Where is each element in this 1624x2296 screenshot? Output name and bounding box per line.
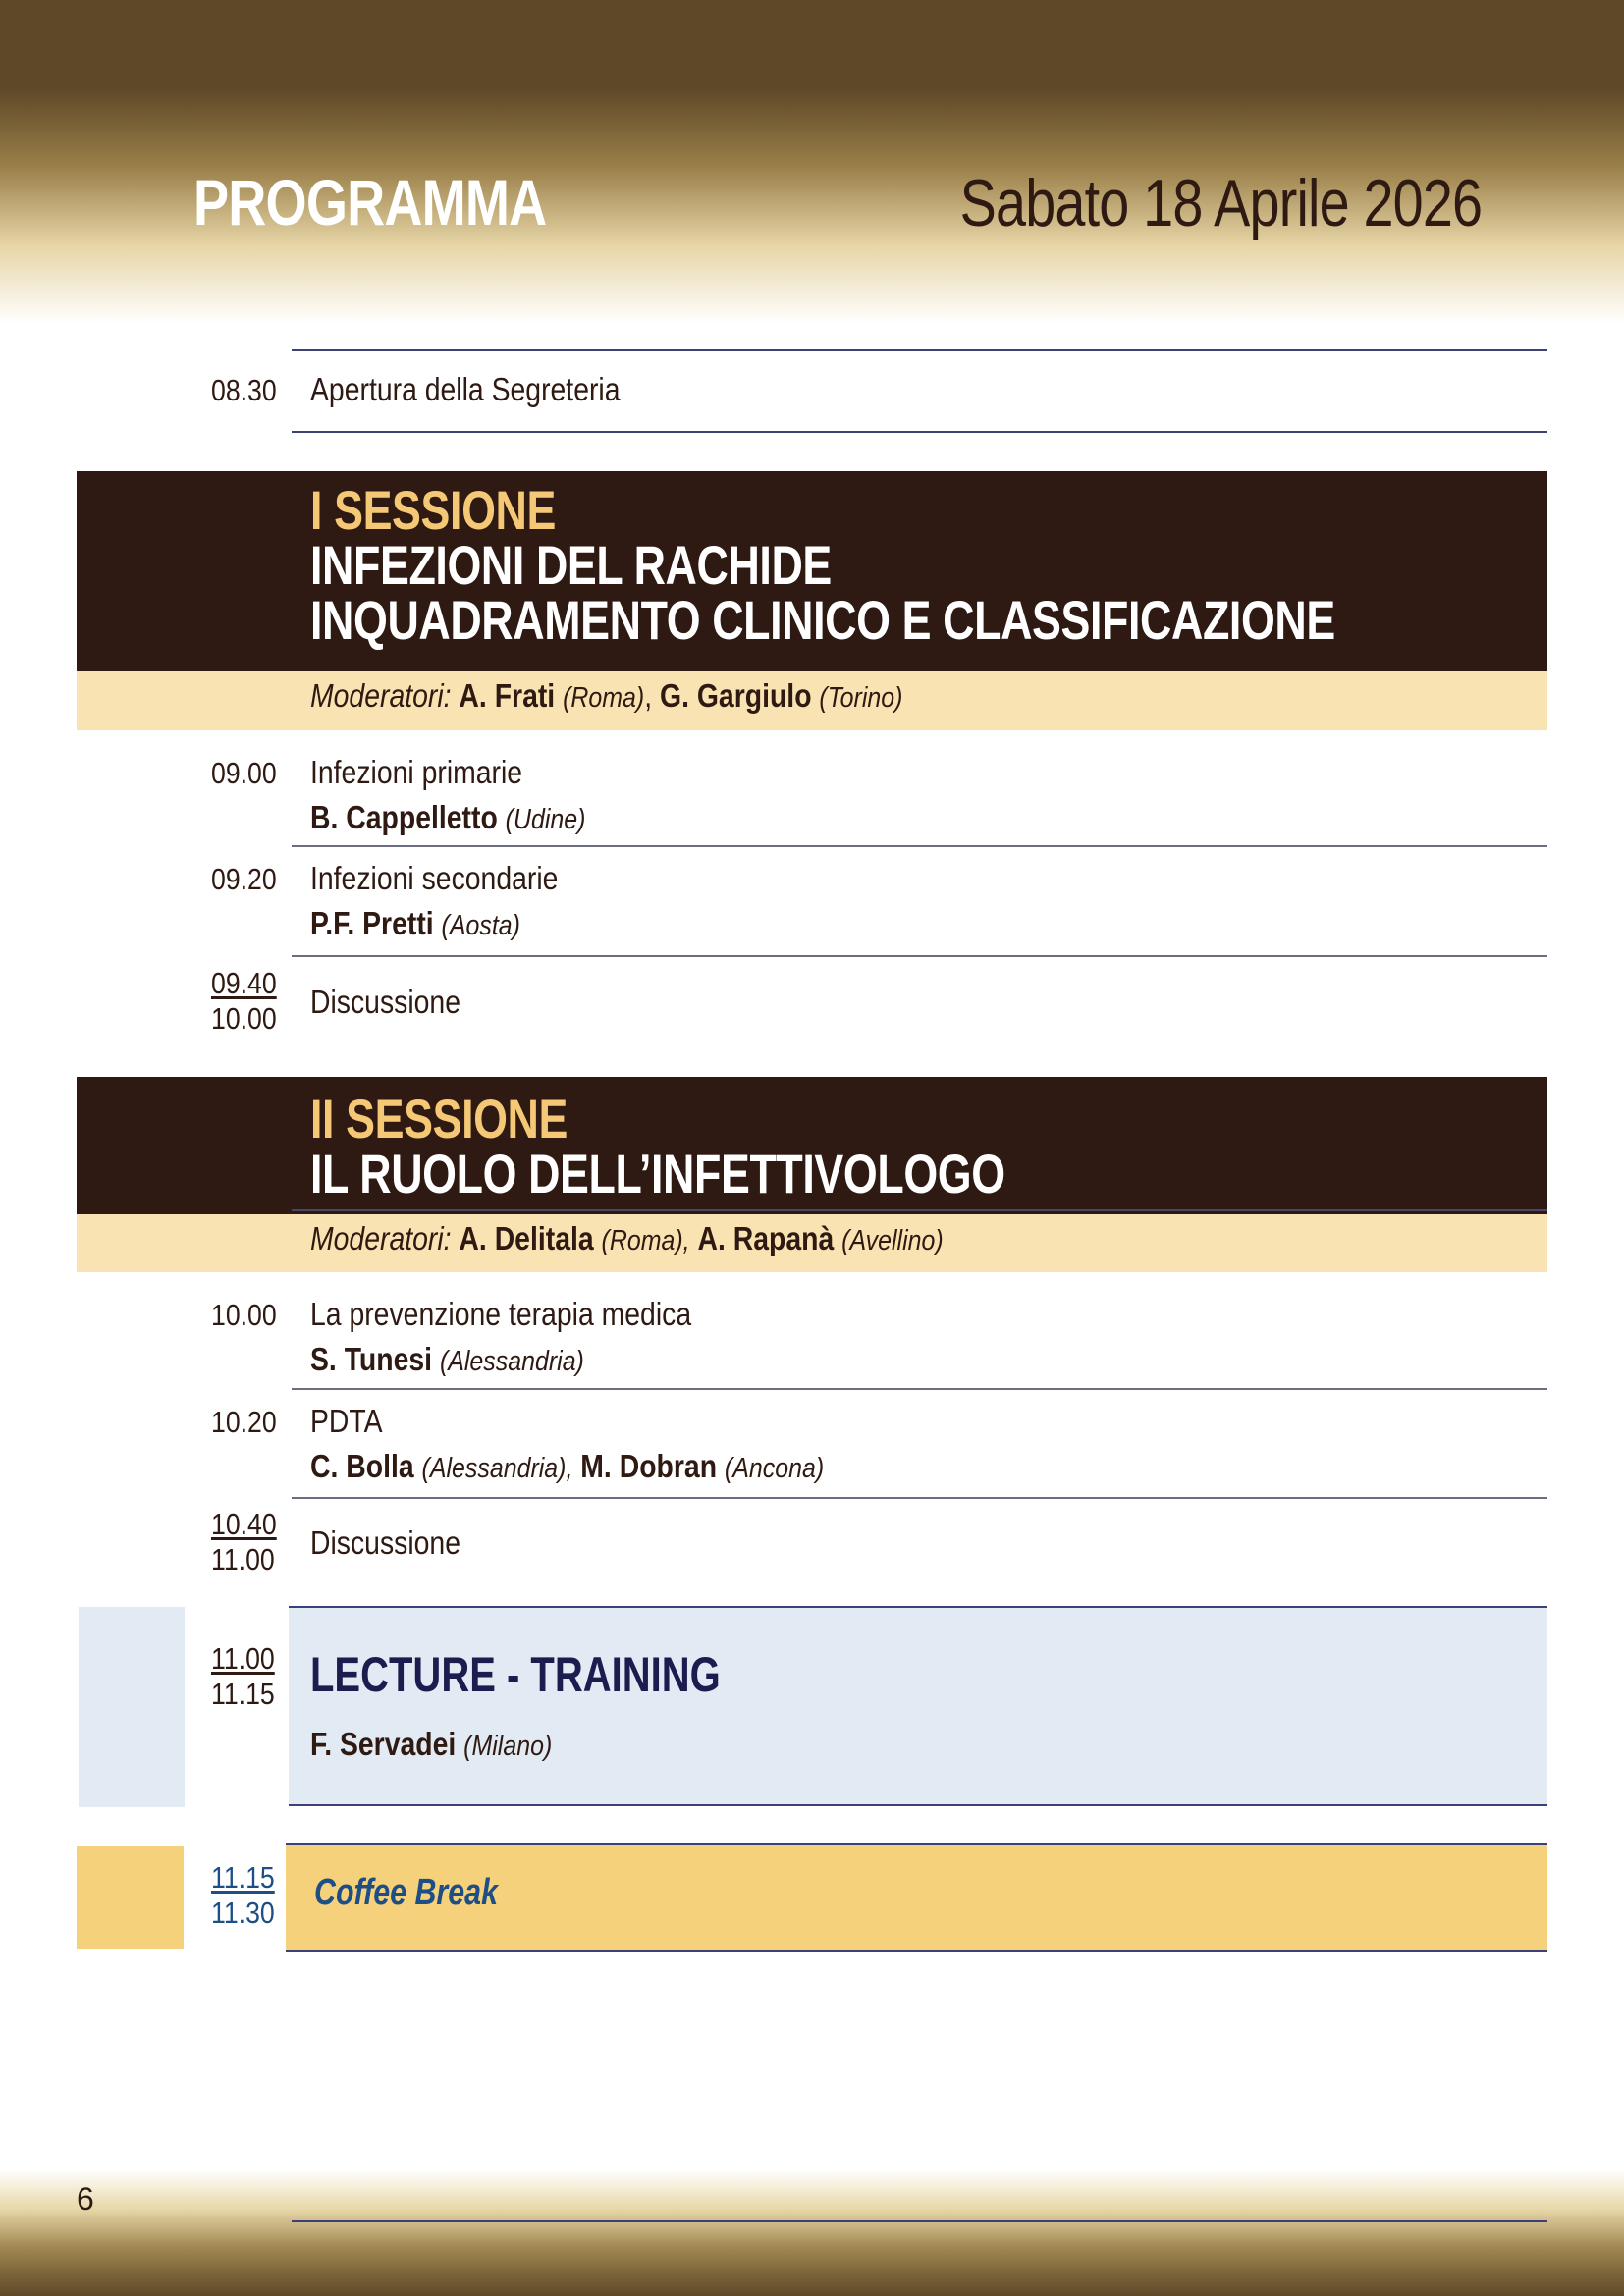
talk-speaker bbox=[310, 905, 520, 942]
talk-title: PDTA bbox=[310, 1403, 383, 1439]
divider bbox=[292, 349, 1547, 351]
moderator-city: (Roma) bbox=[563, 682, 645, 714]
moderator-name: A. Rapanà bbox=[697, 1220, 835, 1256]
speaker-city: (Ancona) bbox=[724, 1453, 825, 1484]
time-end: 10.00 bbox=[211, 1001, 277, 1036]
divider bbox=[286, 1843, 1547, 1845]
speaker-name: B. Cappelletto bbox=[310, 799, 498, 835]
divider bbox=[289, 1804, 1547, 1806]
time-start: 10.40 bbox=[211, 1507, 277, 1541]
time-start: 11.00 bbox=[211, 1641, 275, 1676]
talk-title: Infezioni primarie bbox=[310, 754, 523, 790]
speaker-city: (Alessandria), bbox=[421, 1453, 573, 1484]
divider bbox=[286, 1950, 1547, 1952]
speaker-name: M. Dobran bbox=[580, 1448, 718, 1484]
divider bbox=[292, 845, 1547, 847]
page-title: PROGRAMMA bbox=[193, 166, 547, 239]
lecture-time bbox=[211, 1641, 275, 1712]
moderators-label: Moderatori: bbox=[310, 677, 452, 714]
session1-title-line1: INFEZIONI DEL RACHIDE bbox=[310, 534, 832, 596]
header-band bbox=[0, 0, 1624, 324]
talk-title: Infezioni secondarie bbox=[310, 860, 559, 896]
moderator-name: A. Frati bbox=[459, 677, 556, 714]
coffee-side-block bbox=[77, 1846, 184, 1949]
divider bbox=[292, 1388, 1547, 1390]
divider bbox=[292, 955, 1547, 957]
moderator-city: (Torino) bbox=[819, 682, 903, 714]
time-end: 11.30 bbox=[211, 1896, 275, 1930]
speaker-city: (Alessandria) bbox=[439, 1346, 584, 1377]
lecture-speaker bbox=[310, 1726, 552, 1763]
discussion-text: Discussione bbox=[310, 984, 461, 1020]
event-date: Sabato 18 Aprile 2026 bbox=[959, 166, 1482, 240]
session1-label: I SESSIONE bbox=[310, 479, 556, 541]
discussion-time bbox=[211, 1507, 277, 1577]
moderator-name: A. Delitala bbox=[459, 1220, 594, 1256]
time-start: 09.40 bbox=[211, 966, 277, 1000]
session2-title bbox=[310, 1088, 1005, 1204]
moderator-city: (Avellino) bbox=[841, 1225, 944, 1256]
talk-time: 09.00 bbox=[211, 756, 277, 790]
discussion-text: Discussione bbox=[310, 1524, 461, 1561]
opening-text: Apertura della Segreteria bbox=[310, 371, 621, 407]
time-start: 11.15 bbox=[211, 1860, 275, 1895]
speaker-name: P.F. Pretti bbox=[310, 905, 434, 941]
session1-title-line2: INQUADRAMENTO CLINICO E CLASSIFICAZIONE bbox=[310, 589, 1335, 651]
session1-title bbox=[310, 479, 1335, 651]
session1-moderators: Moderatori: A. Frati (Roma), G. Gargiulo (Torino) bbox=[310, 677, 903, 714]
talk-time: 10.20 bbox=[211, 1405, 277, 1439]
speaker-name: S. Tunesi bbox=[310, 1341, 433, 1377]
lecture-box bbox=[289, 1607, 1547, 1805]
lecture-side-block bbox=[79, 1607, 185, 1807]
coffee-time bbox=[211, 1860, 275, 1931]
moderator-city: (Roma), bbox=[601, 1225, 690, 1256]
divider bbox=[289, 1606, 1547, 1608]
session2-label: II SESSIONE bbox=[310, 1088, 568, 1149]
talk-title: La prevenzione terapia medica bbox=[310, 1296, 692, 1332]
time-end: 11.15 bbox=[211, 1677, 275, 1711]
lecture-title: LECTURE - TRAINING bbox=[310, 1647, 721, 1702]
divider bbox=[292, 1497, 1547, 1499]
divider bbox=[292, 431, 1547, 433]
speaker-city: (Udine) bbox=[505, 804, 586, 835]
speaker-city: (Aosta) bbox=[441, 910, 520, 941]
talk-speaker bbox=[310, 1341, 584, 1378]
discussion-time bbox=[211, 966, 277, 1037]
footer-band bbox=[0, 2169, 1624, 2296]
talk-speaker bbox=[310, 799, 585, 836]
coffee-break-label: Coffee Break bbox=[314, 1872, 498, 1913]
divider bbox=[292, 1209, 1547, 1211]
footer-divider bbox=[292, 2220, 1547, 2222]
page-number: 6 bbox=[77, 2181, 94, 2216]
session2-title-line1: IL RUOLO DELL’INFETTIVOLOGO bbox=[310, 1143, 1005, 1204]
time-end: 11.00 bbox=[211, 1542, 275, 1576]
talk-time: 09.20 bbox=[211, 862, 277, 896]
speaker-city: (Milano) bbox=[463, 1731, 553, 1762]
time-opening: 08.30 bbox=[211, 373, 277, 407]
moderator-name: G. Gargiulo bbox=[659, 677, 812, 714]
moderators-label: Moderatori: bbox=[310, 1220, 452, 1256]
session2-moderators bbox=[310, 1220, 944, 1257]
talk-time: 10.00 bbox=[211, 1298, 277, 1332]
talk-speaker bbox=[310, 1448, 824, 1485]
speaker-name: F. Servadei bbox=[310, 1726, 457, 1762]
speaker-name: C. Bolla bbox=[310, 1448, 414, 1484]
